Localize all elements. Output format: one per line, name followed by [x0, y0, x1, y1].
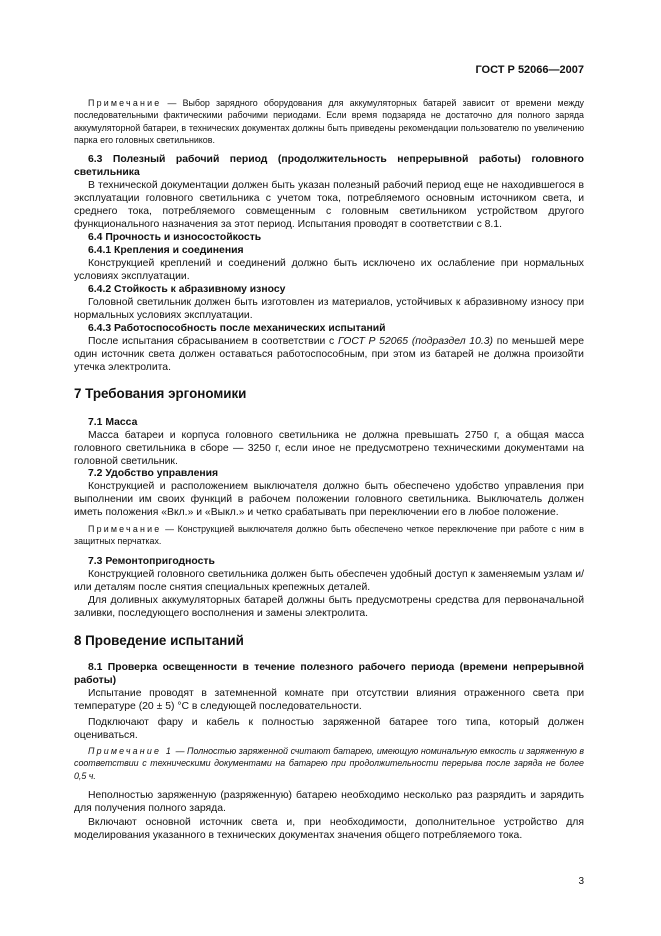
section-6-4-1-text: Конструкцией креплений и соединений должно быть исключено их ослабление при нормальных условиях эксплуатации.	[74, 258, 584, 283]
note-label: Примечание 1	[88, 746, 174, 756]
section-8-1-para-1: Испытание проводят в затемненной комнате при отсутствии влияния отраженного света при температуре (20 ± 5) °С в следующей последовательности.	[74, 688, 584, 713]
note-charging-equipment	[74, 97, 584, 147]
section-6-4-1-title: 6.4.1 Крепления и соединения	[88, 245, 244, 256]
note-label: Примечание	[88, 524, 162, 534]
section-8-1-para-3: Неполностью заряженную (разряженную) батарею необходимо несколько раз разрядить и зарядить для получения полного заряда.	[74, 790, 584, 815]
document-header: ГОСТ Р 52066—2007	[475, 64, 584, 76]
note-text: — Выбор зарядного оборудования для аккумуляторных батарей зависит от времени между последовательными фактическими рабочими периодами. Если время подзаряда не достаточно для полного заряда аккумуляторной батареи, в технических документах должны быть приведены рекомендации пользователю по увеличению парка его головных светильников.	[74, 98, 584, 146]
note-label: Примечание	[88, 98, 162, 108]
section-7-heading: 7 Требования эргономики	[74, 386, 247, 401]
section-6-3-text: В технической документации должен быть указан полезный рабочий период еще не находившегося в эксплуатации головного светильника с учетом тока, потребляемого основным источником света, и среднего тока, потребляемого совмещенным с головным светильником устройством другого функционального назначения за этот период. Испытания проводят в соответствии с 8.1.	[74, 180, 584, 231]
section-6-4-3-text	[74, 335, 584, 374]
note-text: — Полностью заряженной считают батарею, имеющую номинальную емкость и заряженную в соответствии с техническими документами на батарею при продолжительности перерыва после заряда не более 0,5 ч.	[74, 746, 584, 781]
section-7-3-title: 7.3 Ремонтопригодность	[88, 556, 215, 567]
section-6-4-2-text: Головной светильник должен быть изготовлен из материалов, устойчивых к абразивному износу при нормальных условиях эксплуатации.	[74, 297, 584, 322]
text-part: После испытания сбрасыванием в соответствии с	[88, 336, 338, 347]
section-7-1-title: 7.1 Масса	[88, 417, 138, 428]
section-6-4-2-title: 6.4.2 Стойкость к абразивному износу	[88, 284, 286, 295]
section-6-4-3-title: 6.4.3 Работоспособность после механических испытаний	[88, 323, 386, 334]
text-part: по меньшей мере один источник света должен оставаться работоспособным, при этом из батарей не должна произойти утечка электролита.	[74, 336, 585, 374]
section-8-1-para-2: Подключают фару и кабель к полностью заряженной батарее того типа, который должен оцениваться.	[74, 717, 584, 742]
section-7-2-text: Конструкцией и расположением выключателя должно быть обеспечено удобство управления при выполнении им своих функций в рабочем положении головного светильника. Выключатель должен иметь положения «Вкл.» и «Выкл.» и четко срабатывать при переключении его в любое положение.	[74, 481, 584, 519]
section-7-1-text: Масса батареи и корпуса головного светильника не должна превышать 2750 г, а общая масса головного светильника в сборе — 3250 г, если иное не предусмотрено техническими документами на головной светильник.	[74, 430, 584, 468]
section-8-1-para-4: Включают основной источник света и, при необходимости, дополнительное устройство для моделирования указанного в технических документах значения общего потребляемого тока.	[74, 817, 584, 842]
standard-reference: ГОСТ Р 52065	[337, 336, 409, 347]
note-text: — Конструкцией выключателя должно быть обеспечено четкое переключение при работе с ним в защитных перчатках.	[74, 524, 584, 547]
section-7-2-title: 7.2 Удобство управления	[88, 468, 219, 479]
section-8-heading: 8 Проведение испытаний	[74, 633, 244, 648]
section-6-3-title: 6.3 Полезный рабочий период (продолжительность непрерывной работы) головного светильника	[74, 154, 584, 179]
note-switch-gloves	[74, 523, 584, 548]
section-6-4-title: 6.4 Прочность и износостойкость	[88, 232, 262, 243]
subsection-reference: (подраздел 10.3)	[411, 336, 493, 347]
section-7-3-para-2: Для доливных аккумуляторных батарей должны быть предусмотрены средства для первоначальной заливки, последующего восполнения и замены электролита.	[74, 595, 584, 620]
page-number: 3	[578, 876, 584, 887]
section-8-1-title: 8.1 Проверка освещенности в течение полезного рабочего периода (времени непрерывной работы)	[74, 662, 584, 687]
section-7-3-para-1: Конструкцией головного светильника должен быть обеспечен удобный доступ к заменяемым узлам и/или деталям после снятия специальных крепежных деталей.	[74, 569, 584, 594]
note-full-charge	[74, 745, 584, 782]
